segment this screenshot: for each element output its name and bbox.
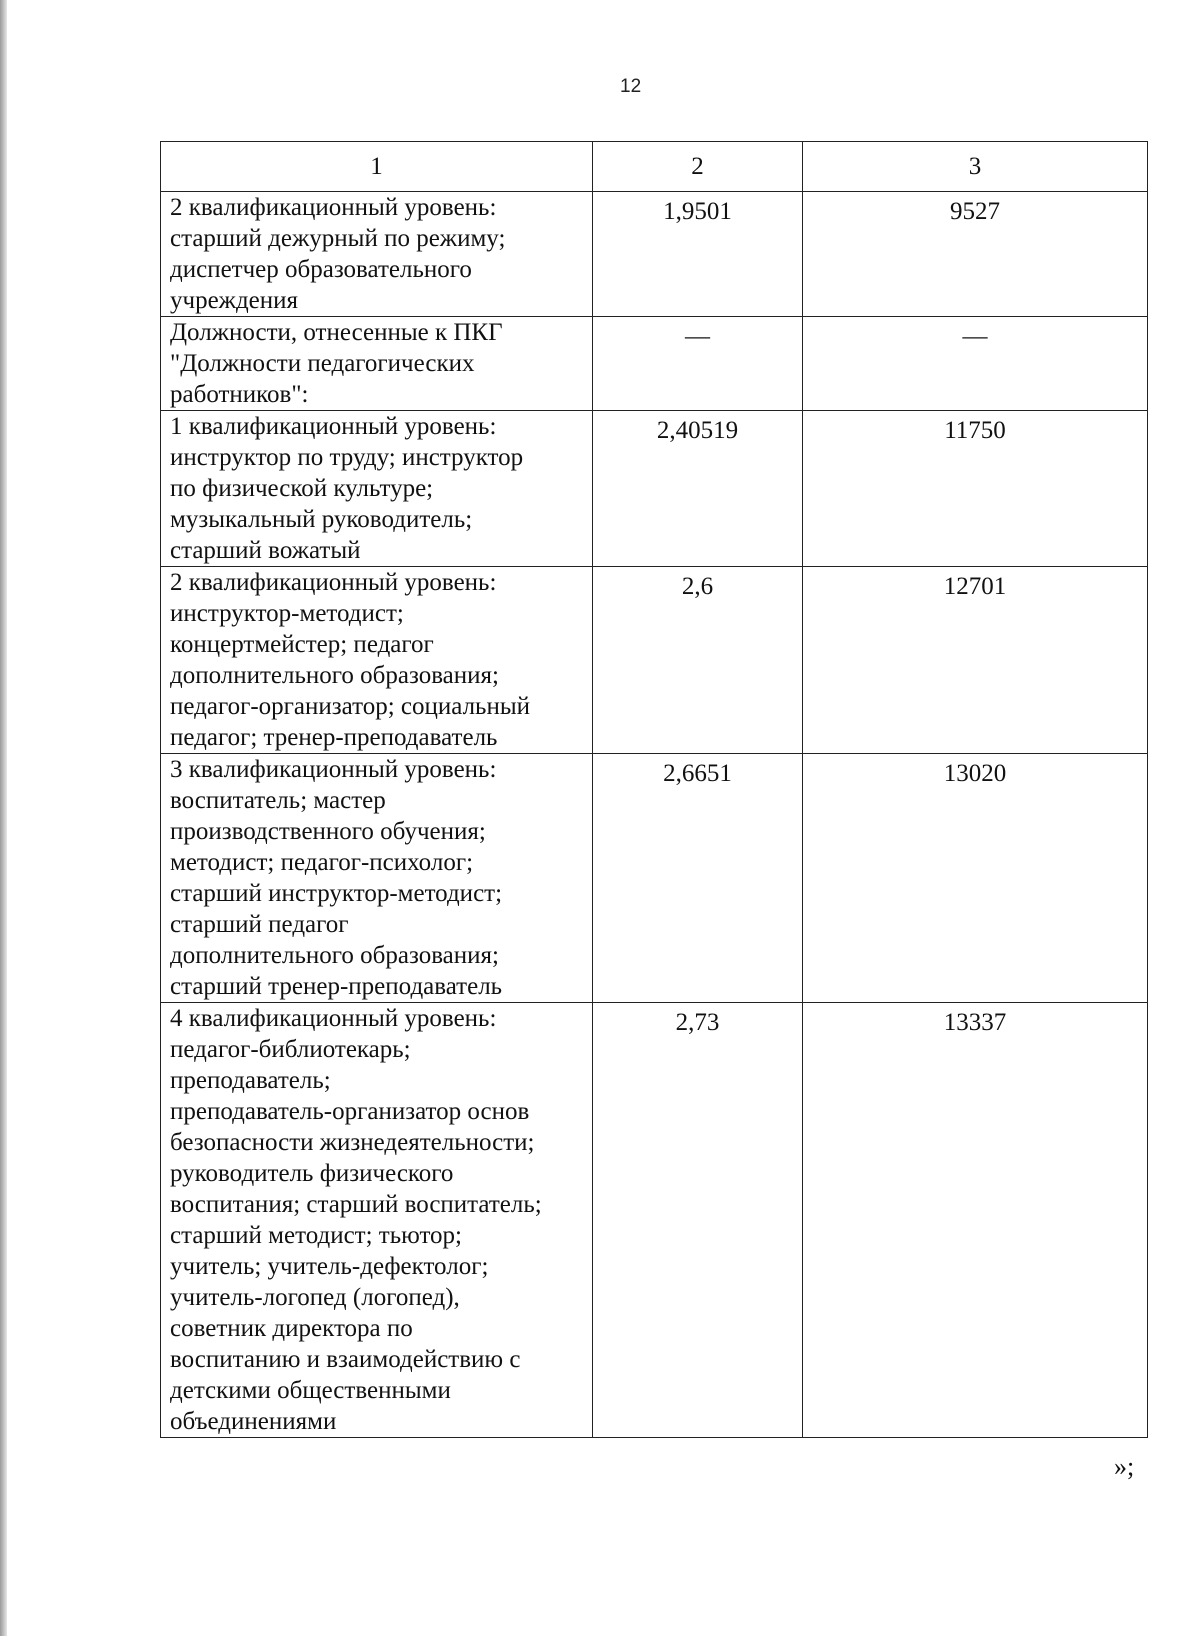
position-description-line: дополнительного образования; [170, 662, 499, 689]
table-row [161, 1003, 1148, 1438]
position-description-line: объединениями [170, 1408, 337, 1435]
position-description-line: руководитель физического [170, 1160, 454, 1187]
table-body [161, 192, 1148, 1438]
position-description-line: старший дежурный по режиму; [170, 225, 506, 252]
position-description-line: педагог; тренер-преподаватель [170, 724, 498, 751]
position-description-line: безопасности жизнедеятельности; [170, 1129, 535, 1156]
position-description-cell [161, 192, 593, 317]
position-description-cell [161, 1003, 593, 1438]
position-description-line: 2 квалификационный уровень: [170, 569, 497, 596]
position-description-line: инструктор-методист; [170, 600, 404, 627]
position-description-line: 3 квалификационный уровень: [170, 756, 497, 783]
position-description-line: старший инструктор-методист; [170, 880, 503, 907]
column-header-3: 3 [803, 142, 1148, 192]
position-description-line: воспитанию и взаимодействию с [170, 1346, 521, 1373]
position-description-line: 2 квалификационный уровень: [170, 194, 497, 221]
position-description-cell [161, 411, 593, 567]
position-description-line: Должности, отнесенные к ПКГ [170, 319, 503, 346]
position-description-line: старший педагог [170, 911, 349, 938]
salary-cell: 13020 [803, 754, 1148, 1003]
position-description-line: учитель-логопед (логопед), [170, 1284, 460, 1311]
salary-table [160, 141, 1148, 1438]
position-description-line: 1 квалификационный уровень: [170, 413, 497, 440]
position-description-line: преподаватель; [170, 1067, 331, 1094]
position-description-line: педагог-организатор; социальный [170, 693, 530, 720]
position-description-line: старший вожатый [170, 537, 361, 564]
position-description-line: музыкальный руководитель; [170, 506, 473, 533]
page-number: 12 [620, 76, 642, 97]
salary-cell: 9527 [803, 192, 1148, 317]
coefficient-cell: — [593, 317, 803, 411]
salary-cell: 11750 [803, 411, 1148, 567]
coefficient-cell: 2,40519 [593, 411, 803, 567]
coefficient-cell: 1,9501 [593, 192, 803, 317]
closing-quote-mark: »; [1114, 1452, 1135, 1481]
position-description-line: концертмейстер; педагог [170, 631, 434, 658]
salary-cell: 13337 [803, 1003, 1148, 1438]
position-description-line: дополнительного образования; [170, 942, 499, 969]
position-description-cell [161, 317, 593, 411]
position-description-line: воспитания; старший воспитатель; [170, 1191, 542, 1218]
position-description-line: старший методист; тьютор; [170, 1222, 463, 1249]
position-description-line: производственного обучения; [170, 818, 486, 845]
position-description-line: по физической культуре; [170, 475, 434, 502]
position-description-line: учреждения [170, 287, 299, 314]
table-row [161, 411, 1148, 567]
position-description-line: диспетчер образовательного [170, 256, 472, 283]
coefficient-cell: 2,6651 [593, 754, 803, 1003]
coefficient-cell: 2,6 [593, 567, 803, 754]
position-description-line: советник директора по [170, 1315, 413, 1342]
column-header-1: 1 [161, 142, 593, 192]
table-row [161, 192, 1148, 317]
position-description-line: методист; педагог-психолог; [170, 849, 474, 876]
scan-edge [0, 0, 7, 1636]
column-header-2: 2 [593, 142, 803, 192]
table-row [161, 317, 1148, 411]
position-description-line: детскими общественными [170, 1377, 451, 1404]
position-description-line: 4 квалификационный уровень: [170, 1005, 497, 1032]
position-description-line: "Должности педагогических [170, 350, 475, 377]
position-description-cell [161, 567, 593, 754]
salary-cell: — [803, 317, 1148, 411]
salary-cell: 12701 [803, 567, 1148, 754]
coefficient-cell: 2,73 [593, 1003, 803, 1438]
table-header-row [161, 142, 1148, 192]
table-row [161, 754, 1148, 1003]
table-row [161, 567, 1148, 754]
position-description-line: преподаватель-организатор основ [170, 1098, 530, 1125]
position-description-line: воспитатель; мастер [170, 787, 386, 814]
position-description-cell [161, 754, 593, 1003]
position-description-line: инструктор по труду; инструктор [170, 444, 524, 471]
position-description-line: учитель; учитель-дефектолог; [170, 1253, 489, 1280]
position-description-line: старший тренер-преподаватель [170, 973, 503, 1000]
position-description-line: работников": [170, 381, 309, 408]
position-description-line: педагог-библиотекарь; [170, 1036, 411, 1063]
